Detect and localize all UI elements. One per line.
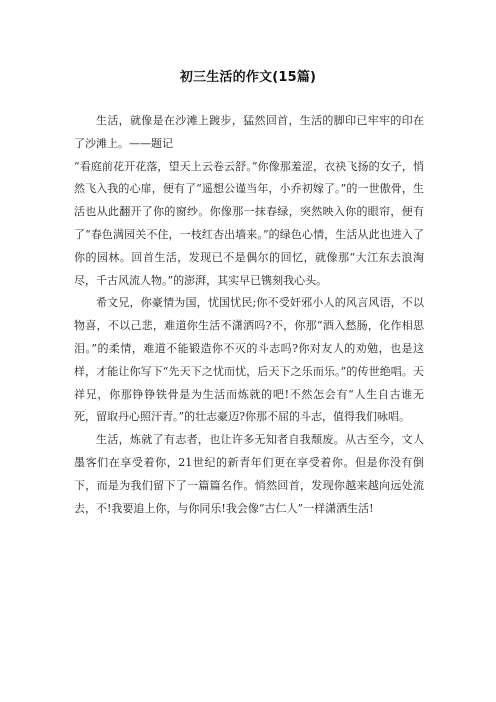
document-body: [74, 110, 424, 520]
paragraph-epigraph: 生活，就像是在沙滩上踱步，猛然回首，生活的脚印已牢牢的印在了沙滩上。——题记: [74, 114, 424, 150]
paragraph-4: 生活，炼就了有志者，也让许多无知者自我颓废。从古至今，文人墨客们在享受着你，21世纪的新青年们更在享受着你。但是你没有倒下，而是为我们留下了一篇篇名作。悄然回首，发现你越来越向远处流去，不!我要追上你，与你同乐!我会像“古仁人”一样潇洒生活!: [74, 433, 424, 515]
paragraph-3: 希文兄，你豪情为国，忧国忧民;你不受奸邪小人的风言风语，不以物喜，不以己悲，难道你生活不潇洒吗?不，你那“酒入愁肠，化作相思泪。”的柔情，难道不能锻造你不灭的斗志吗?你对友人的劝勉，也是这样，才能让你写下“先天下之忧而忧，后天下之乐而乐。”的传世绝唱。天祥兄，你那铮铮铁骨是为生活而炼就的吧!不然怎会有“人生自古谁无死，留取丹心照汗青。”的壮志豪迈?你那不屈的斗志，值得我们咏唱。: [74, 296, 424, 424]
paragraph-2: “看庭前花开花落，望天上云卷云舒。”你像那羞涩，衣袂飞扬的女子，悄然飞入我的心扉，便有了“遥想公谨当年，小乔初嫁了。”的一世傲骨，生活也从此翻开了你的窗纱。你像那一抹春绿，突然映入你的眼帘，便有了“春色满园关不住，一枝红杏出墙来。”的绿色心情，生活从此也进入了你的园林。回首生活，发现已不是偶尔的回忆，就像那“大江东去浪淘尽，千古风流人物。”的澎湃，其实早已镌刻我心头。: [74, 159, 424, 287]
document-title: 初三生活的作文(15篇): [179, 70, 317, 85]
